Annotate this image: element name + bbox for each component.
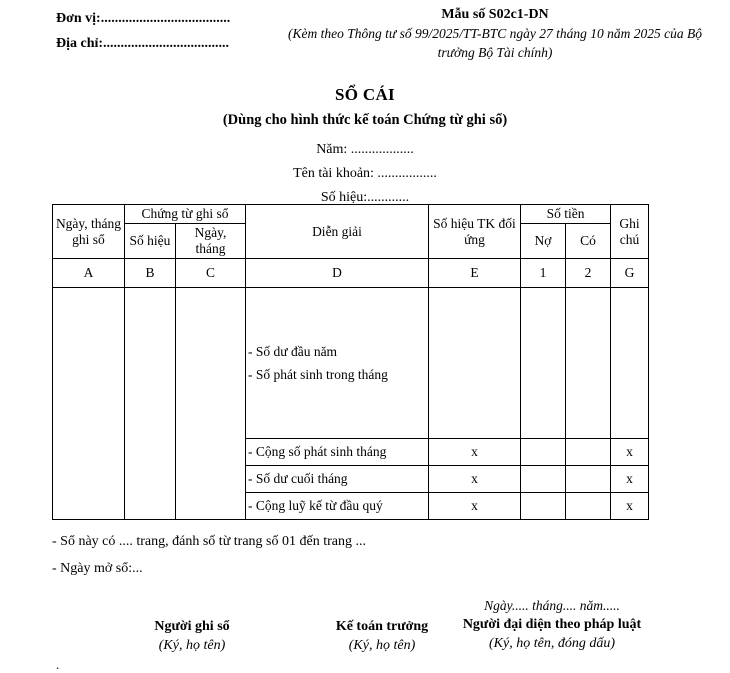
- account-name-line: Tên tài khoản: .................: [293, 166, 437, 181]
- opening-row-1: - Số phát sinh trong tháng: [248, 367, 388, 382]
- header-description: Diễn giải: [246, 205, 429, 259]
- signature-date-line: Ngày..... tháng.... năm.....: [484, 598, 620, 613]
- signature-legal-representative: [457, 596, 647, 653]
- page-title: SỔ CÁI: [335, 85, 395, 104]
- header-voucher-date: Ngày, tháng: [176, 224, 246, 259]
- summary-note-2[interactable]: x: [611, 493, 649, 520]
- column-code-b: B: [125, 259, 176, 288]
- column-code-c: C: [176, 259, 246, 288]
- header-amount-debit: Nợ: [521, 224, 566, 259]
- footer-notes: [52, 528, 366, 582]
- signature-block: [52, 596, 692, 671]
- corner-dot-mark: .: [56, 657, 60, 672]
- summary-label-2: - Cộng luỹ kế từ đầu quý: [246, 493, 429, 520]
- table-column-code-row: [53, 259, 649, 288]
- column-code-e: E: [429, 259, 521, 288]
- column-code-g: G: [611, 259, 649, 288]
- header-voucher-group: Chứng từ ghi sổ: [125, 205, 246, 224]
- form-reference: (Kèm theo Thông tư số 99/2025/TT-BTC ngày 27 tháng 10 năm 2025 của Bộ trưởng Bộ Tài chính): [288, 26, 702, 60]
- summary-debit-2[interactable]: [521, 493, 566, 520]
- form-code-block: [285, 5, 705, 62]
- header-voucher-number: Số hiệu: [125, 224, 176, 259]
- form-code: Mẫu số S02c1-DN: [441, 7, 549, 22]
- signature-chief-accountant-hint: (Ký, họ tên): [348, 638, 416, 653]
- year-line: Năm: ..................: [316, 142, 414, 157]
- signature-legal-representative-hint: (Ký, họ tên, đóng dấu): [489, 636, 615, 651]
- summary-label-0: - Cộng số phát sinh tháng: [246, 439, 429, 466]
- summary-note-0[interactable]: x: [611, 439, 649, 466]
- summary-corresponding-account-2[interactable]: x: [429, 493, 521, 520]
- summary-credit-0[interactable]: [566, 439, 611, 466]
- header-amount-credit: Có: [566, 224, 611, 259]
- note-open-date: - Ngày mở sổ:...: [52, 561, 143, 576]
- column-code-a: A: [53, 259, 125, 288]
- table-row-opening: [53, 288, 649, 439]
- summary-debit-0[interactable]: [521, 439, 566, 466]
- cell-voucher-date-blank[interactable]: [176, 288, 246, 520]
- signature-recorder: [107, 617, 277, 655]
- cell-date-recorded-blank[interactable]: [53, 288, 125, 520]
- cell-opening-credit[interactable]: [566, 288, 611, 439]
- opening-row-0: - Số dư đầu năm: [248, 344, 338, 359]
- cell-voucher-number-blank[interactable]: [125, 288, 176, 520]
- unit-info-block: [56, 6, 286, 56]
- cell-opening-corresponding-account[interactable]: [429, 288, 521, 439]
- unit-label: Đơn vị:.....................................: [56, 11, 231, 26]
- signature-recorder-role: Người ghi sổ: [154, 619, 230, 634]
- column-code-1: 1: [521, 259, 566, 288]
- signature-legal-representative-role: Người đại diện theo pháp luật: [462, 617, 642, 632]
- note-pages: - Sổ này có .... trang, đánh số từ trang số 01 đến trang ...: [52, 534, 366, 549]
- cell-opening-debit[interactable]: [521, 288, 566, 439]
- header-amount-group: Số tiền: [521, 205, 611, 224]
- summary-corresponding-account-1[interactable]: x: [429, 466, 521, 493]
- signature-chief-accountant: [297, 617, 467, 655]
- summary-debit-1[interactable]: [521, 466, 566, 493]
- table-header-row-1: [53, 205, 649, 224]
- ledger-table: [52, 204, 649, 520]
- header-date-recorded: Ngày, tháng ghi sổ: [53, 205, 125, 259]
- summary-credit-2[interactable]: [566, 493, 611, 520]
- summary-credit-1[interactable]: [566, 466, 611, 493]
- cell-opening-descriptions[interactable]: [246, 288, 429, 439]
- cell-opening-note[interactable]: [611, 288, 649, 439]
- signature-chief-accountant-role: Kế toán trưởng: [335, 619, 429, 634]
- column-code-d: D: [246, 259, 429, 288]
- address-label: Địa chỉ:....................................: [56, 36, 230, 51]
- summary-label-1: - Số dư cuối tháng: [246, 466, 429, 493]
- account-number-line: Số hiệu:............: [320, 190, 410, 205]
- summary-corresponding-account-0[interactable]: x: [429, 439, 521, 466]
- header-note: Ghi chú: [611, 205, 649, 259]
- summary-note-1[interactable]: x: [611, 466, 649, 493]
- page-subtitle: (Dùng cho hình thức kế toán Chứng từ ghi sổ): [222, 112, 508, 128]
- signature-recorder-hint: (Ký, họ tên): [158, 638, 226, 653]
- header-corresponding-account: Số hiệu TK đối ứng: [429, 205, 521, 259]
- column-code-2: 2: [566, 259, 611, 288]
